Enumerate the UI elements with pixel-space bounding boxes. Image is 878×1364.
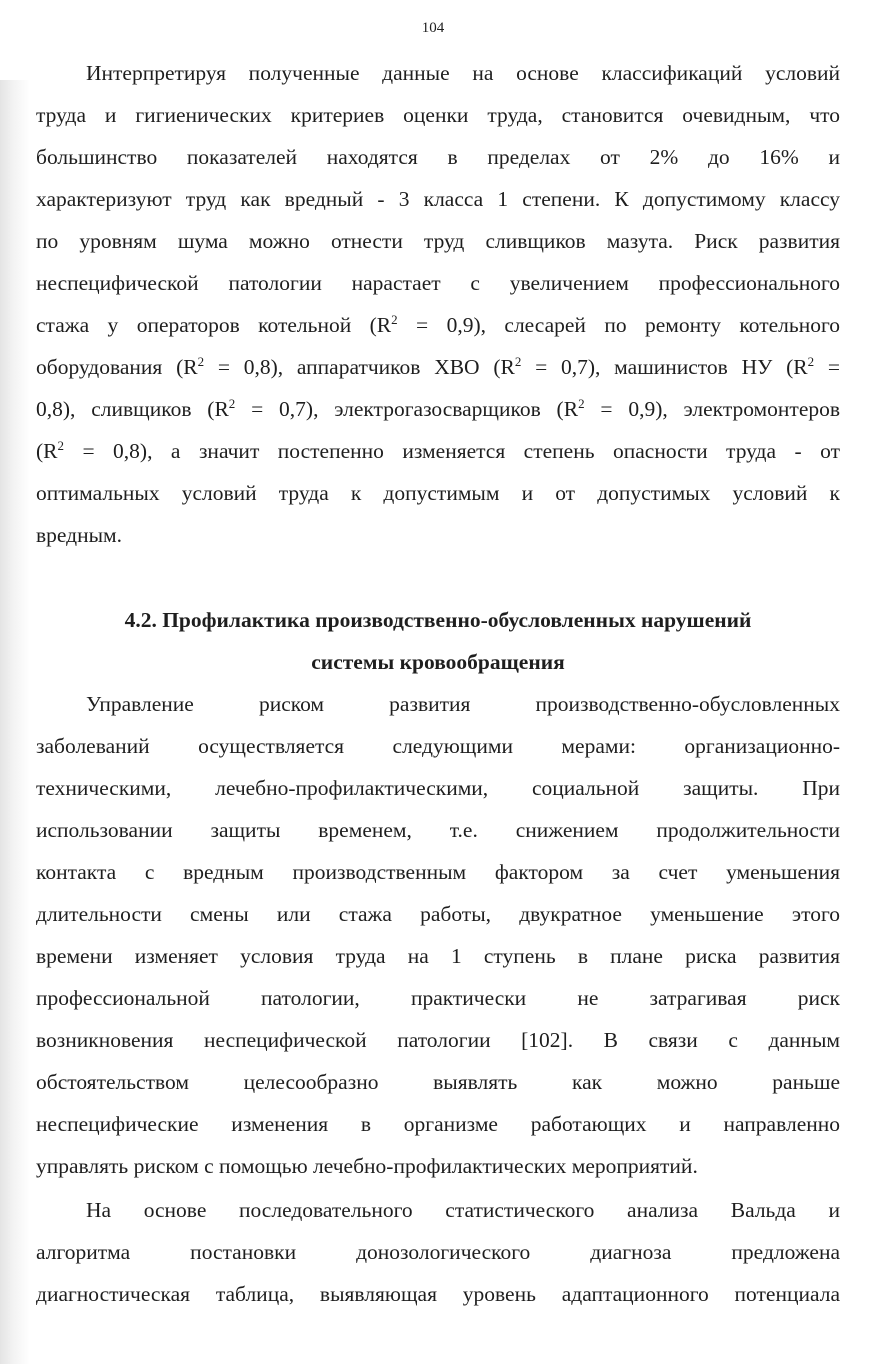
- paragraph-line: профессиональной патологии, практически не затрагивая риск: [36, 986, 840, 1010]
- page-number: 104: [421, 20, 445, 36]
- section-heading: 4.2. Профилактика производственно-обусловленных нарушений: [124, 608, 752, 632]
- scan-edge-shadow: [0, 80, 30, 1364]
- paragraph-line: времени изменяет условия труда на 1 ступень в плане риска развития: [36, 944, 840, 968]
- paragraph-line: труда и гигиенических критериев оценки труда, становится очевидным, что: [36, 103, 840, 127]
- paragraph-line: На основе последовательного статистического анализа Вальда и: [86, 1198, 840, 1222]
- paragraph-line: длительности смены или стажа работы, двукратное уменьшение этого: [36, 902, 840, 926]
- paragraph-line: управлять риском с помощью лечебно-профилактических мероприятий.: [36, 1154, 698, 1178]
- paragraph-line: контакта с вредным производственным фактором за счет уменьшения: [36, 860, 840, 884]
- paragraph-line: техническими, лечебно-профилактическими, социальной защиты. При: [36, 776, 840, 800]
- paragraph-line: неспецифической патологии нарастает с увеличением профессионального: [36, 271, 840, 295]
- paragraph-line: заболеваний осуществляется следующими мерами: организационно-: [36, 734, 840, 758]
- paragraph-line: использовании защиты временем, т.е. снижением продолжительности: [36, 818, 840, 842]
- paragraph-line: большинство показателей находятся в пределах от 2% до 16% и: [36, 145, 840, 169]
- paragraph-line: Управление риском развития производственно-обусловленных: [86, 692, 840, 716]
- paragraph-line: вредным.: [36, 523, 123, 547]
- paragraph-line: оптимальных условий труда к допустимым и от допустимых условий к: [36, 481, 840, 505]
- paragraph-line: неспецифические изменения в организме работающих и направленно: [36, 1112, 840, 1136]
- paragraph-line: оборудования $(R^2 = 0,8)$, аппаратчиков ХВО $(R^2 = 0,7)$, машинистов НУ ($R^2$ =: [36, 354, 840, 379]
- paragraph-line: Интерпретируя полученные данные на основе классификаций условий: [86, 61, 840, 85]
- paragraph-line: 0,8), сливщиков $(R^2 = 0,7)$, электрогазосварщиков $(R^2 = 0,9)$, электромонтеров: [36, 396, 841, 421]
- section-heading: системы кровообращения: [311, 650, 565, 674]
- paragraph-line: по уровням шума можно отнести труд сливщиков мазута. Риск развития: [36, 229, 840, 253]
- paragraph-line: характеризуют труд как вредный - 3 класса 1 степени. К допустимому классу: [36, 187, 840, 211]
- paragraph-line: $(R^2 = 0,8)$, а значит постепенно изменяется степень опасности труда - от: [36, 438, 840, 463]
- paragraph-line: стажа у операторов котельной $(R^2 = 0,9)$, слесарей по ремонту котельного: [36, 312, 840, 337]
- paragraph-line: возникновения неспецифической патологии [102]. В связи с данным: [36, 1028, 840, 1052]
- paragraph-line: алгоритма постановки донозологического диагноза предложена: [36, 1240, 840, 1264]
- paragraph-line: диагностическая таблица, выявляющая уровень адаптационного потенциала: [36, 1282, 840, 1306]
- paragraph-line: обстоятельством целесообразно выявлять как можно раньше: [36, 1070, 840, 1094]
